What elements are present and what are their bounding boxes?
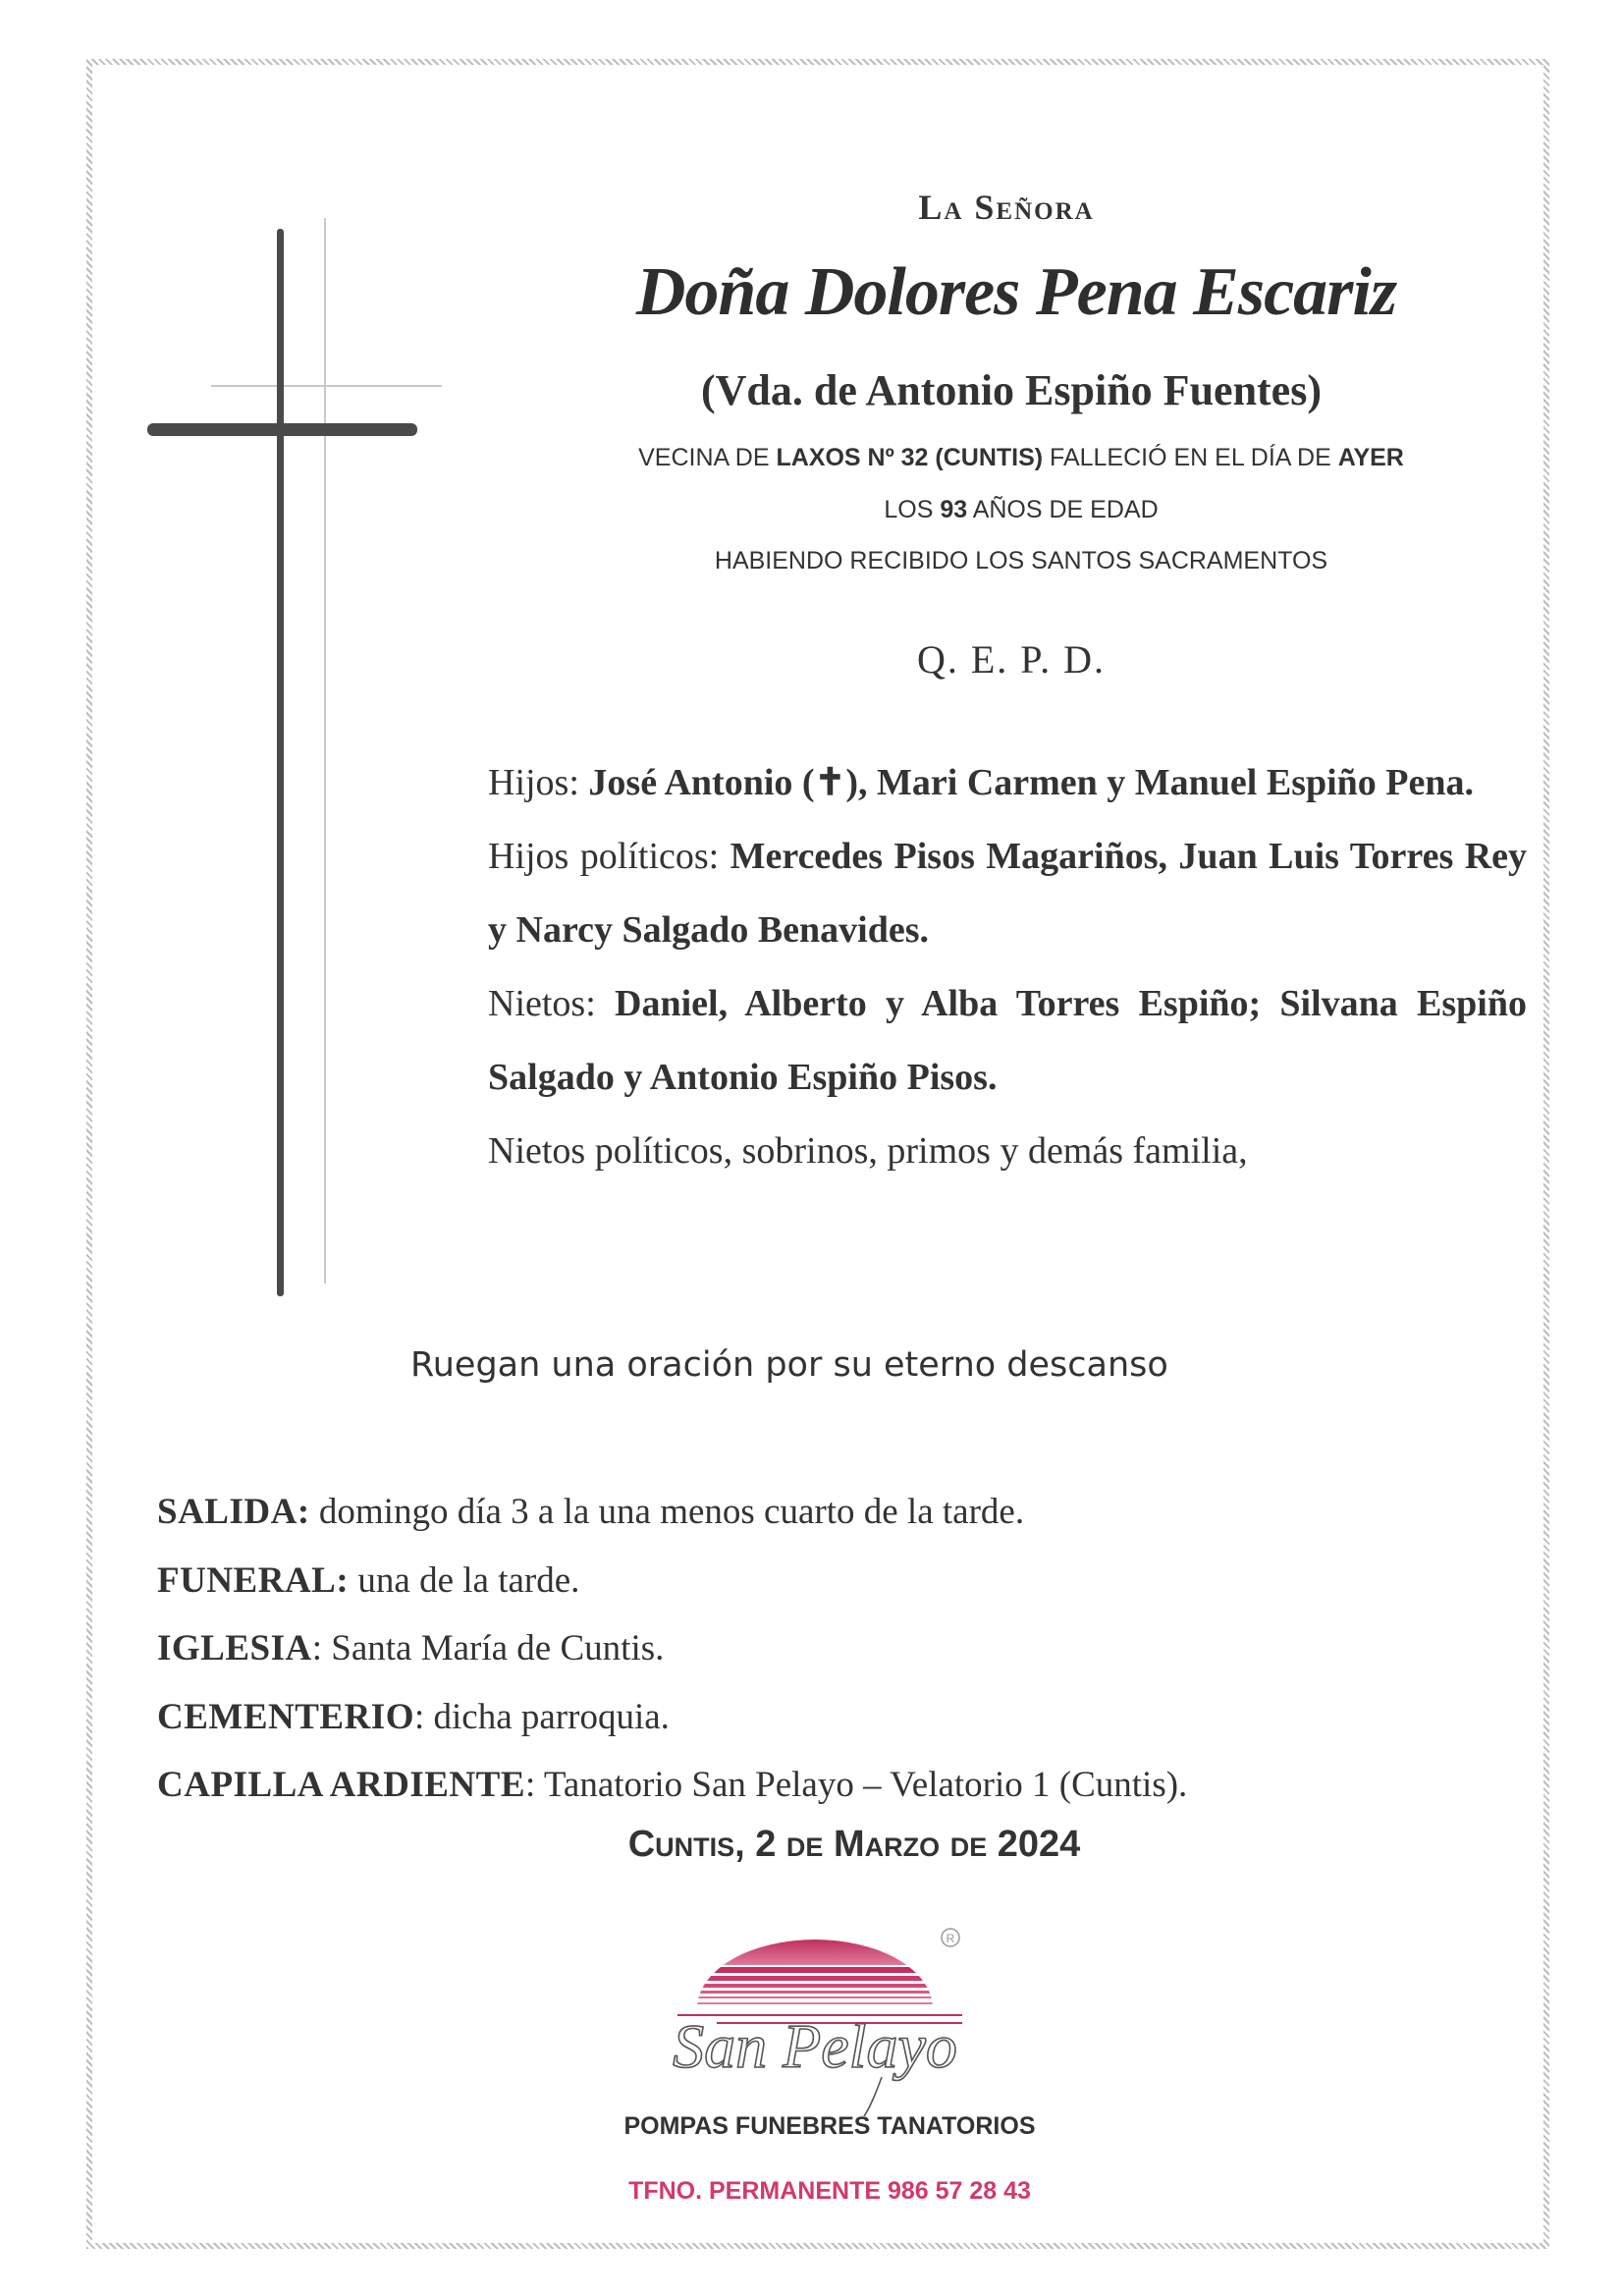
- inlaws-paragraph: [488, 820, 1527, 967]
- cross-vertical-bar: [277, 229, 284, 1296]
- age-line: [550, 496, 1492, 524]
- children-names: José Antonio (✝), Mari Carmen y Manuel Espiño Pena.: [588, 762, 1475, 803]
- grandchildren-label: Nietos:: [488, 983, 616, 1024]
- detail-cemetery: [157, 1683, 1492, 1752]
- sacraments-line: HABIENDO RECIBIDO LOS SANTOS SACRAMENTOS: [714, 547, 1328, 574]
- children-label: Hijos:: [488, 762, 589, 803]
- detail-label: FUNERAL:: [157, 1559, 350, 1601]
- detail-label: SALIDA:: [157, 1492, 310, 1532]
- age-suffix: AÑOS DE EDAD: [967, 496, 1159, 523]
- detail-value: domingo día 3 a la una menos cuarto de la tarde.: [309, 1492, 1025, 1532]
- age-value: 93: [940, 496, 968, 523]
- residence-prefix: VECINA DE: [638, 444, 777, 471]
- deceased-name: Doña Dolores Pena Escariz: [635, 254, 1397, 330]
- detail-label: CAPILLA ARDIENTE: [157, 1765, 526, 1805]
- registered-mark: R: [946, 1932, 955, 1945]
- detail-funeral: [157, 1547, 1492, 1615]
- inlaws-label: Hijos políticos:: [488, 836, 730, 877]
- children-paragraph: [488, 746, 1527, 820]
- detail-label: CEMENTERIO: [157, 1696, 414, 1737]
- detail-value: una de la tarde.: [349, 1559, 580, 1601]
- death-text: FALLECIÓ EN EL DÍA DE: [1043, 444, 1338, 471]
- inlaws-names: Mercedes Pisos Magariños, Juan Luis Torres Rey y Narcy Salgado Benavides.: [488, 836, 1527, 951]
- sun-graphic: [697, 1940, 933, 2004]
- place-date: Cuntis, 2 de Marzo de 2024: [627, 1824, 1081, 1865]
- detail-value: : dicha parroquia.: [413, 1696, 670, 1737]
- other-family: Nietos políticos, sobrinos, primos y demás familia,: [488, 1130, 1248, 1172]
- residence-line: [550, 444, 1492, 472]
- age-prefix: LOS: [884, 496, 941, 523]
- prayer-request: Ruegan una oración por su eterno descanso: [410, 1345, 1168, 1385]
- san-pelayo-logo: [658, 1920, 982, 2116]
- logo-wordmark: San Pelayo: [673, 2011, 957, 2081]
- cross-shadow-horizontal: [211, 385, 442, 387]
- qepd: Q. E. P. D.: [916, 637, 1107, 682]
- family-section: [488, 746, 1527, 1188]
- residence-address: LAXOS Nº 32 (CUNTIS): [776, 444, 1044, 471]
- detail-value: : Tanatorio San Pelayo – Velatorio 1 (Cuntis).: [525, 1765, 1188, 1805]
- phone-number: TFNO. PERMANENTE 986 57 28 43: [628, 2177, 1031, 2205]
- detail-chapel: [157, 1751, 1492, 1820]
- cross-shadow-vertical: [324, 218, 326, 1284]
- detail-value: : Santa María de Cuntis.: [311, 1628, 665, 1668]
- grandchildren-names: Daniel, Alberto y Alba Torres Espiño; Silvana Espiño Salgado y Antonio Espiño Pisos.: [488, 983, 1527, 1098]
- company-tagline: POMPAS FUNEBRES TANATORIOS: [623, 2112, 1036, 2140]
- grandchildren-paragraph: [488, 967, 1527, 1115]
- death-day: AYER: [1337, 444, 1404, 471]
- detail-church: [157, 1614, 1492, 1683]
- service-details: [157, 1478, 1492, 1820]
- honorific-title: La Señora: [918, 188, 1095, 227]
- detail-departure: [157, 1478, 1492, 1547]
- detail-label: IGLESIA: [157, 1628, 312, 1668]
- cross-horizontal-bar: [147, 423, 417, 436]
- widow-of: (Vda. de Antonio Espiño Fuentes): [700, 366, 1322, 414]
